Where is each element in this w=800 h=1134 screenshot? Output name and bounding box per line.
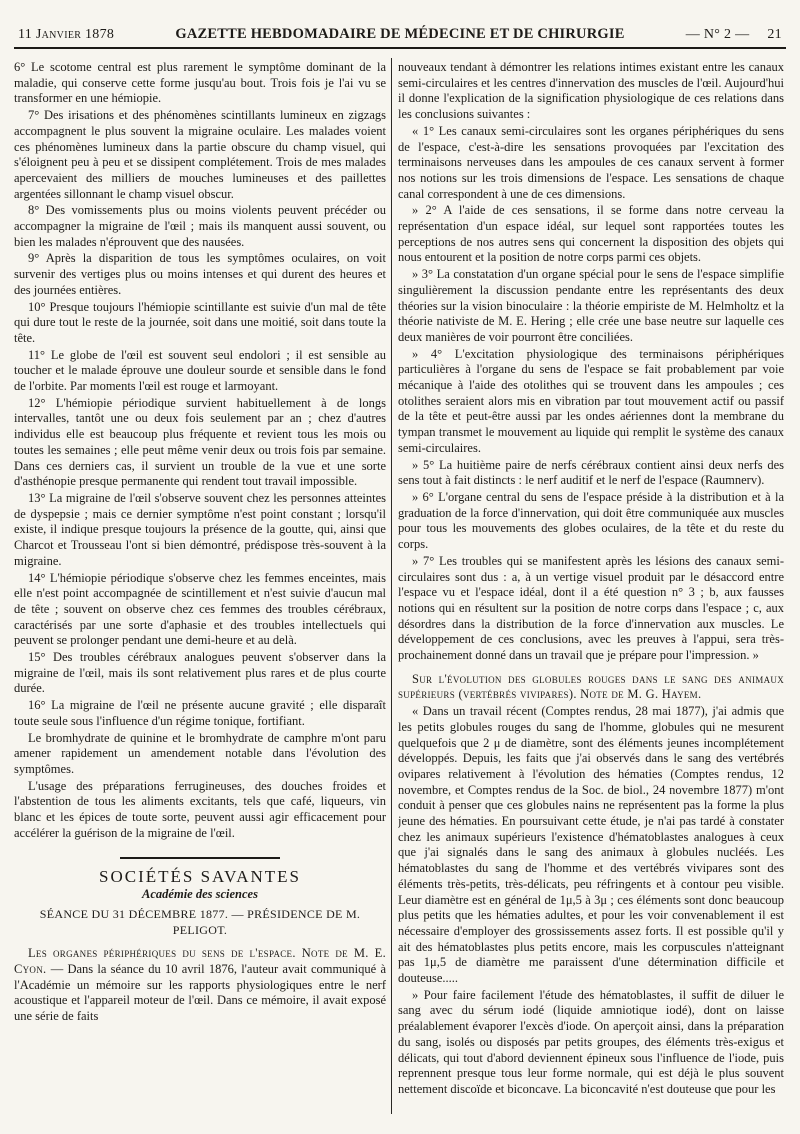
header-issue: — N° 2 — [685,27,750,42]
seance-heading: SÉANCE DU 31 DÉCEMBRE 1877. — PRÉSIDENCE DE M. PELIGOT. [39,906,361,937]
paragraph: » 2° A l'aide de ces sensations, il se forme dans notre cerveau la représentation d'un espace idéal, sur lequel sont rapportées toutes les perceptions de nos autres sens qui concernent la disposition des objets qui nous entourent et la position de notre corps parmi ces objets. [398,203,784,265]
header-right [686,27,782,43]
paragraph: 8° Des vomissements plus ou moins violents peuvent précéder ou accompagner la migraine de l'œil ; mais ils manquent aussi souvent, ou bien les malades n'éprouvent que des nausées. [14,203,386,249]
paragraph: » Pour faire facilement l'étude des hématoblastes, il suffit de diluer le sang avec du sérum iodé (liquide amniotique iodé), dont on laisse préalablement évaporer l'excès d'iode. On aperçoit ainsi, dans la préparation du sang, isolés ou disposés par petits groupes, des éléments très-exigus et délicats, qui tout d'abord deviennent épineux sous l'influence de l'iode, puis reprennent presque tous leur forme normale, qui est déjà le plus souvent nettement discoïde et biconcave. La biconcavité n'est douteuse que pour les [398,987,784,1096]
article-heading: Sur l'évolution des globules rouges dans le sang des animaux supérieurs (vertébrés vivipares). Note de M. G. Hayem. [398,671,784,702]
column-divider [391,58,392,1114]
paragraph: 10° Presque toujours l'hémiopie scintillante est suivie d'un mal de tête qui dure tout le reste de la journée, soit dans une moitié, soit dans toute la tête. [14,299,386,345]
paragraph: » 4° L'excitation physiologique des terminaisons périphériques particulières à l'organe du sens de l'espace se fait probablement par voie mécanique à l'aide des otolithes qui se trouvent dans les ampoules ; ces otolithes seraient alors mis en vibration par tout mouvement actif ou passif de la tête et peut-être aussi par les ondes aériennes dont la membrane du tympan transmet le mouvement au liquide qui remplit le système des canaux semi-circulaires. [398,346,784,455]
header-date: 11 Janvier 1878 [18,27,115,42]
paragraph: 16° La migraine de l'œil ne présente aucune gravité ; elle disparaît toute seule sous l'influence d'un régime tonique, fortifiant. [14,698,386,728]
paragraph: Le bromhydrate de quinine et le bromhydrate de camphre m'ont paru amener rapidement un amendement notable dans l'évolution des symptômes. [14,730,386,776]
article-heading: Les organes périphériques du sens de l'espace. Note de M. E. Cyon. [14,946,386,976]
header-rule [14,47,786,49]
section-title: SOCIÉTÉS SAVANTES [99,867,301,887]
paragraph: nouveaux tendant à démontrer les relations intimes existant entre les canaux semi-circulaires et les centres d'innervation des muscles de l'œil. Aujourd'hui il donne l'explication de la signification physiologique de ces relations dans les conclusions suivantes : [398,60,784,122]
right-column [398,60,784,1116]
paragraph: » 5° La huitième paire de nerfs cérébraux contient ainsi deux nerfs des sens tout à fait distincts : le nerf auditif et le nerf de l'espace (Raumnerv). [398,457,784,488]
page-header [18,26,782,46]
paragraph: L'usage des préparations ferrugineuses, des douches froides et l'abstention de tous les aliments excitants, tels que café, liqueurs, vin blanc et les épices de toute sorte, peuvent aussi agir efficacement pour accélérer la guérison de la migraine de l'œil. [14,778,386,840]
header-page-number: 21 [767,27,782,42]
paragraph: » 6° L'organe central du sens de l'espace préside à la distribution et à la graduation de la force d'innervation, qui doit être communiquée aux muscles pour tous les mouvements des globes oculaires, de la tête et du reste du corps. [398,489,784,552]
article-paragraph [14,946,386,1025]
paragraph: 11° Le globe de l'œil est souvent seul endolori ; il est sensible au toucher et le malade éprouve une douleur sourde et sensible dans le fond de l'orbite. Par moments l'œil est rouge et larmoyant. [14,347,386,394]
section-divider [120,857,280,859]
paragraph: 12° L'hémiopie périodique survient habituellement à de longs intervalles, tantôt une ou deux fois seulement par an ; chez d'autres individus elle est beaucoup plus fréquente et revient tous les mois ou toutes les semaines ; elle peut même venir deux ou trois fois par semaine. Dans ces derniers cas, il survient un trouble de la vue et une sorte d'asthénopie presque permanente qui rendent tout travail impossible. [14,395,386,489]
paragraph: « Dans un travail récent (Comptes rendus, 28 mai 1877), j'ai admis que les petits globules rouges du sang de l'homme, globules qui ne mesurent quelquefois que 2 μ de diamètre, sont des éléments jeunes incomplétement développés. Depuis, les faits que j'ai observés dans le sang des vertébrés ovipares relativement à l'évolution des hématies (Comptes rendus, 12 novembre, et Comptes rendus de la Soc. de biol., 24 novembre 1877) m'ont conduit à penser que ces globules nains ne représentent pas la forme la plus jeune des hématies. En poursuivant cette étude, je n'ai pas tardé à constater chez les animaux supérieurs l'existence d'hématoblastes analogues à ceux que j'ai signalés dans le sang des animaux à globules nucléés. Les hématoblastes du sang de l'homme et des vertébrés vivipares sont des éléments très-petits, très-délicats, peu réfringents et à contour peu visible. Leur diamètre est en général de 1μ,5 à 3μ ; ces éléments sont donc beaucoup plus petits que les hématies adultes, et pour les voir convenablement il est nécessaire d'employer des grossissements assez forts. Il est possible qu'il y ait des hématoblastes plus petits encore, mais les corpuscules n'atteignant pas 1μ,5 de diamètre me paraissent d'une détermination difficile et douteuse..... [398,704,784,986]
paragraph: » 7° Les troubles qui se manifestent après les lésions des canaux semi-circulaires sont dus : a, à un vertige visuel produit par le désaccord entre l'espace vu et l'espace idéal, dont il a été question n° 3 ; b, aux fausses notions qui en résultent sur la position de notre corps dans l'espace ; c, aux désordres dans la distribution de la force d'innervation aux muscles. Le développement de ces conclusions, avec les preuves à l'appui, sera très-prochainement donné dans un travail que je prépare pour l'impression. » [398,553,784,663]
paragraph: 14° L'hémiopie périodique s'observe chez les femmes enceintes, mais elle n'est point accompagnée de scintillement et n'est suivie d'aucun mal de tête ; souvent on observe chez ces femmes des troubles cérébraux, caractérisés par une sorte d'aphasie et des troubles intellectuels qui peuvent se prolonger pendant une demi-heure et au delà. [14,570,386,648]
paragraph: 13° La migraine de l'œil s'observe souvent chez les personnes atteintes de dyspepsie ; mais ce dernier symptôme n'est point constant ; lorsqu'il existe, il indique presque toujours la présence de la goutte, qui, ainsi que Charcot et Trousseau l'ont si bien démontré, prédispose très-souvent à la migraine. [14,490,386,568]
left-column [14,60,386,1116]
paragraph: 15° Des troubles cérébraux analogues peuvent s'observer dans la migraine de l'œil, mais ils sont relativement plus rares et de plus courte durée. [14,650,386,696]
article-text: — Dans la séance du 10 avril 1876, l'auteur avait communiqué à l'Académie un mémoire sur les rapports physiologiques entre le nerf acoustique et l'appareil moteur de l'œil. Dans ce mémoire, il avait exposé une série de faits [14,961,386,1024]
paragraph: 9° Après la disparition de tous les symptômes oculaires, on voit survenir des vertiges plus ou moins intenses et qui durent des heures et des journées entières. [14,251,386,297]
header-journal-title: GAZETTE HEBDOMADAIRE DE MÉDECINE ET DE CHIRURGIE [175,26,625,42]
paragraph: 7° Des irisations et des phénomènes scintillants lumineux en zigzags accompagnent le plus souvent la migraine oculaire. Les malades voient ces phénomènes lumineux dans la partie obscure du champ visuel, qui s'éloignent peu à peu et se dissipent complétement. Trois de mes malades apercevaient des milliers de mouches lumineuses et des paillettes argentées sillonnant le champ visuel obscur. [14,108,386,201]
section-subtitle: Académie des sciences [142,887,258,902]
paragraph: » 3° La constatation d'un organe spécial pour le sens de l'espace simplifie singulièrement la discussion pendante entre les représentants des deux théories sur la vision binoculaire : la théorie empiriste de M. Helmholtz et la théorie nativiste de M. E. Hering ; elle crée une base neutre sur laquelle ces deux manières de voir pourront être conciliées. [398,267,784,344]
paragraph: 6° Le scotome central est plus rarement le symptôme dominant de la maladie, qui conserve cette forme jusqu'au bout. Trois fois je l'ai vu se transformer en une hémiopie. [14,60,386,106]
paragraph: « 1° Les canaux semi-circulaires sont les organes périphériques du sens de l'espace, c'est-à-dire les sensations provoquées par l'excitation des terminaisons nerveuses dans les ampoules de ces canaux servent à former nos notions sur les trois dimensions de l'espace. Les sensations de chaque canal correspondent à une de ces dimensions. [398,123,784,201]
